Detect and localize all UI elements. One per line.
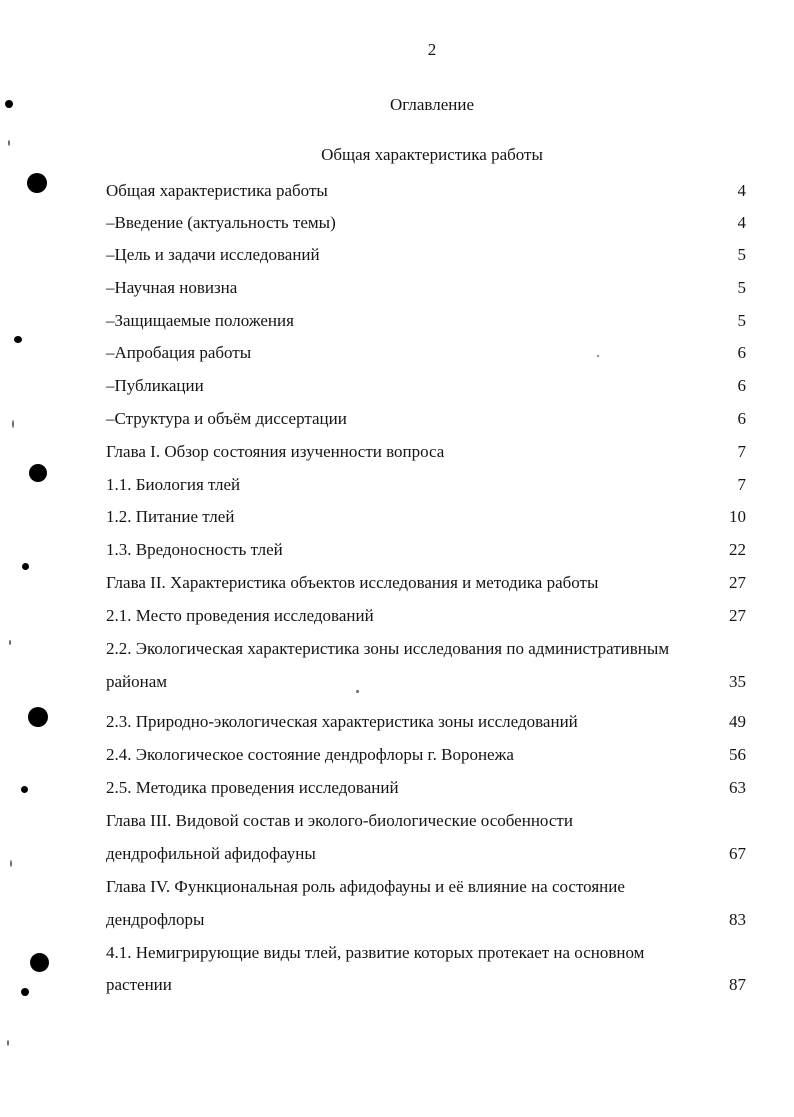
- toc-entry-page: 6: [737, 409, 746, 428]
- scan-mark: [14, 336, 22, 343]
- toc-entry-page: 5: [737, 311, 746, 330]
- toc-entry-page: 4: [737, 181, 746, 200]
- toc-entry-text: Глава III. Видовой состав и эколого-биологические особенности: [106, 811, 573, 830]
- toc-entry-page: 49: [729, 712, 746, 731]
- toc-entry-page: 63: [729, 778, 746, 797]
- toc-entry-page: 7: [737, 475, 746, 494]
- toc-entry-text: 2.1. Место проведения исследований: [106, 606, 374, 625]
- toc-entry-text: –Публикации: [106, 376, 204, 395]
- toc-entry-page: 22: [729, 540, 746, 559]
- toc-entry: [106, 311, 746, 331]
- scan-speck: [9, 640, 11, 645]
- scan-mark: [21, 786, 28, 793]
- toc-entry-page: 83: [729, 910, 746, 929]
- toc-entry: [106, 639, 752, 659]
- toc-entry: [106, 943, 746, 963]
- page-title: Оглавление: [390, 95, 474, 114]
- toc-entry: [106, 181, 746, 201]
- punch-hole: [27, 173, 47, 193]
- toc-entry: [106, 712, 746, 732]
- page-number: 2: [427, 40, 437, 59]
- toc-entry: [106, 213, 746, 233]
- toc-entry: [106, 877, 746, 897]
- section-subtitle: Общая характеристика работы: [321, 145, 543, 164]
- toc-entry: [106, 606, 746, 626]
- toc-entry-page: 4: [737, 213, 746, 232]
- scan-speck: [10, 860, 12, 867]
- scan-speck: [12, 420, 14, 428]
- toc-entry: [106, 745, 746, 765]
- toc-entry-text: –Введение (актуальность темы): [106, 213, 336, 232]
- toc-entry-page: 56: [729, 745, 746, 764]
- toc-entry-text: дендрофлоры: [106, 910, 205, 929]
- scan-speck: [7, 1040, 9, 1046]
- toc-entry: [106, 409, 746, 429]
- toc-entry-page: 27: [729, 606, 746, 625]
- toc-entry-text: Глава IV. Функциональная роль афидофауны и её влияние на состояние: [106, 877, 625, 896]
- toc-entry-text: –Научная новизна: [106, 278, 238, 297]
- toc-entry-text: растении: [106, 975, 172, 994]
- toc-entry-text: районам: [106, 672, 168, 691]
- toc-entry: [106, 442, 746, 462]
- toc-entry-text: –Цель и задачи исследований: [106, 245, 320, 264]
- toc-entry: [106, 475, 746, 495]
- toc-entry: [106, 376, 746, 396]
- toc-entry-page: 7: [737, 442, 746, 461]
- toc-entry-page: 67: [729, 844, 746, 863]
- toc-entry-text: 1.3. Вредоносность тлей: [106, 540, 283, 559]
- toc-entry-text: 1.1. Биология тлей: [106, 475, 241, 494]
- toc-entry: [106, 540, 746, 560]
- toc-entry-page: 6: [737, 343, 746, 362]
- punch-hole: [30, 953, 49, 972]
- toc-entry-page: 10: [729, 507, 746, 526]
- toc-entry-page: 27: [729, 573, 746, 592]
- toc-entry-continuation: [106, 910, 746, 930]
- punch-hole: [28, 707, 48, 727]
- toc-entry: [106, 778, 746, 798]
- toc-entry-text: –Структура и объём диссертации: [106, 409, 347, 428]
- scan-mark: [22, 563, 29, 570]
- toc-entry-continuation: [106, 672, 746, 692]
- toc-entry-text: Глава II. Характеристика объектов исследования и методика работы: [106, 573, 599, 592]
- toc-entry-text: 2.3. Природно-экологическая характеристика зоны исследований: [106, 712, 578, 731]
- toc-entry: [106, 573, 746, 593]
- toc-entry-page: 5: [737, 245, 746, 264]
- toc-entry-text: 2.4. Экологическое состояние дендрофлоры г. Воронежа: [106, 745, 514, 764]
- toc-entry: [106, 811, 746, 831]
- toc-entry-page: 35: [729, 672, 746, 691]
- toc-entry-page: 87: [729, 975, 746, 994]
- toc-entry: [106, 278, 746, 298]
- toc-entry-page: 6: [737, 376, 746, 395]
- toc-entry-page: 5: [737, 278, 746, 297]
- toc-entry-text: –Защищаемые положения: [106, 311, 294, 330]
- toc-entry-text: 1.2. Питание тлей: [106, 507, 235, 526]
- toc-entry-text: 2.5. Методика проведения исследований: [106, 778, 399, 797]
- toc-entry-continuation: [106, 844, 746, 864]
- toc-entry-text: дендрофильной афидофауны: [106, 844, 316, 863]
- punch-hole: [29, 464, 47, 482]
- toc-entry-text: –Апробация работы: [106, 343, 252, 362]
- scan-mark: [21, 988, 29, 996]
- toc-entry-text: 4.1. Немигрирующие виды тлей, развитие которых протекает на основном: [106, 943, 645, 962]
- toc-entry-text: Глава I. Обзор состояния изученности вопроса: [106, 442, 445, 461]
- toc-entry-text: 2.2. Экологическая характеристика зоны исследования по административным: [106, 639, 670, 658]
- toc-entry-text: Общая характеристика работы: [106, 181, 328, 200]
- toc-entry-continuation: [106, 975, 746, 995]
- toc-entry: [106, 245, 746, 265]
- toc-entry: [106, 507, 746, 527]
- toc-entry: [106, 343, 746, 363]
